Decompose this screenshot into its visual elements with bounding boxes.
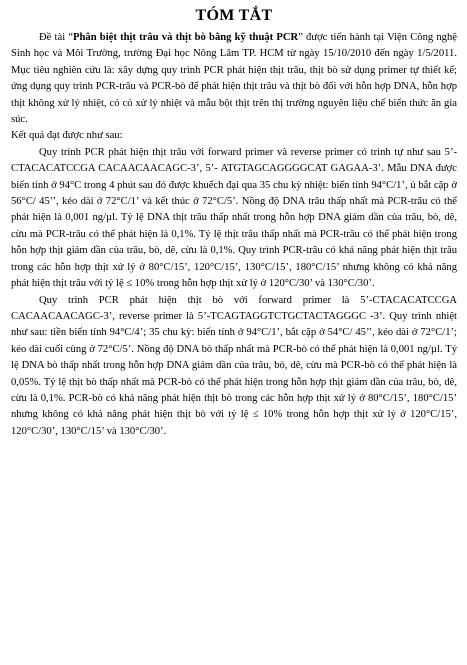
page-title: TÓM TẮT — [195, 7, 273, 24]
intro-lead: Đề tài “ — [39, 32, 74, 43]
intro-topic: Phân biệt thịt trâu và thịt bò bằng kỹ thuật PCR — [73, 32, 299, 43]
buffalo-pcr-paragraph: Quy trình PCR phát hiện thịt trâu với forward primer và reverse primer có trình tự như sau 5’- CTACACATCCGA CACAACAACAGC-3’, 5’- ATGTAGCAGGGGCAT GAGAA-3’. Mẫu DNA được biến tính ở 94°C trong 4 phút sau đó được khuếch đại qua 35 chu kỳ nhiệt: biến tính 94°C/1’, ủ bắt cặp ở 56°C/ 45’’, kéo dài ở 72°C/1’ và kết thúc ở 72°C/5’. Nồng độ DNA trâu thấp nhất mà PCR-trâu có thể phát hiện là 0,001 ng/µl. Tỷ lệ DNA thịt trâu thấp nhất trong hỗn hợp DNA giảm dần của trâu, bò, dê, cừu mà PCR-trâu có thể phát hiện là 0,1%. Tỷ lệ thịt trâu thấp nhất mà PCR-trâu có thể phát hiện trong hỗn hợp thịt giảm dần của trâu, bò, dê, cừu là 0,1%. Quy trình PCR-trâu có khả năng phát hiện thịt trâu trong các hỗn hợp thịt xử lý ở 80°C/15’, 120°C/15’, 130°C/15’, 180°C/15’ nhưng không có khả năng phát hiện thịt trâu với tỷ lệ ≤ 10% trong hỗn hợp thịt xử lý ở 120°C/30’ và 130°C/30’. — [11, 146, 457, 290]
intro-paragraph — [11, 30, 457, 128]
results-heading: Kết quả đạt được như sau: — [11, 130, 123, 142]
beef-pcr-paragraph: Quy trình PCR phát hiện thịt bò với forward primer là 5’-CTACACATCCGA CACAACAACAGC-3’, reverse primer là 5’-TCAGTAGGTCTGCTACTAGGGC -3’. Quy trình nhiệt như sau: tiền biến tính 94°C/4’; 35 chu kỳ: biến tính ở 94°C/1’, bắt cặp ở 54°C/ 45’’, kéo dài ở 72°C/1’; kéo dài cuối cùng ở 72°C/5’. Nồng độ DNA bò thấp nhất mà PCR-bò có thể phát hiện là 0,001 ng/µl. Tỷ lệ DNA bò thấp nhất trong hỗn hợp DNA giảm dần của trâu, bò, dê, cừu mà PCR-bò có thể phát hiện là 0,05%. Tỷ lệ thịt bò thấp nhất mà PCR-bò có thể phát hiện trong hỗn hợp thịt giảm dần của trâu, bò, dê, cừu là 0,1%. PCR-bò có khả năng phát hiện thịt bò trong các hỗn hợp thịt xử lý ở 80°C/15’, 180°C/15’ nhưng không có khả năng phát hiện thịt bò với tỷ lệ ≤ 10% trong hỗn hợp thịt xử lý ở 120°C/15’, 120°C/30’, 130°C/15’ và 130°C/30’. — [11, 294, 457, 437]
intro-rest: ” được tiến hành tại Viện Công nghệ Sinh học và Môi Trường, trường Đại học Nông Lâm TP. HCM từ ngày 15/10/2010 đến ngày 1/5/2011. Mục tiêu nghiên cứu là: xây dựng quy trình PCR phát hiện thịt trâu, thịt bò sử dụng primer tự thiết kế; ứng dụng quy trình PCR-trâu và PCR-bò để phát hiện thịt trâu và thịt bò đối với hỗn hợp DNA, hỗn hợp thịt không xử lý nhiệt, có có xử lý nhiệt và mẫu bột thịt trên thị trường nguyên liệu chế biến thức ăn gia súc. — [11, 32, 457, 126]
